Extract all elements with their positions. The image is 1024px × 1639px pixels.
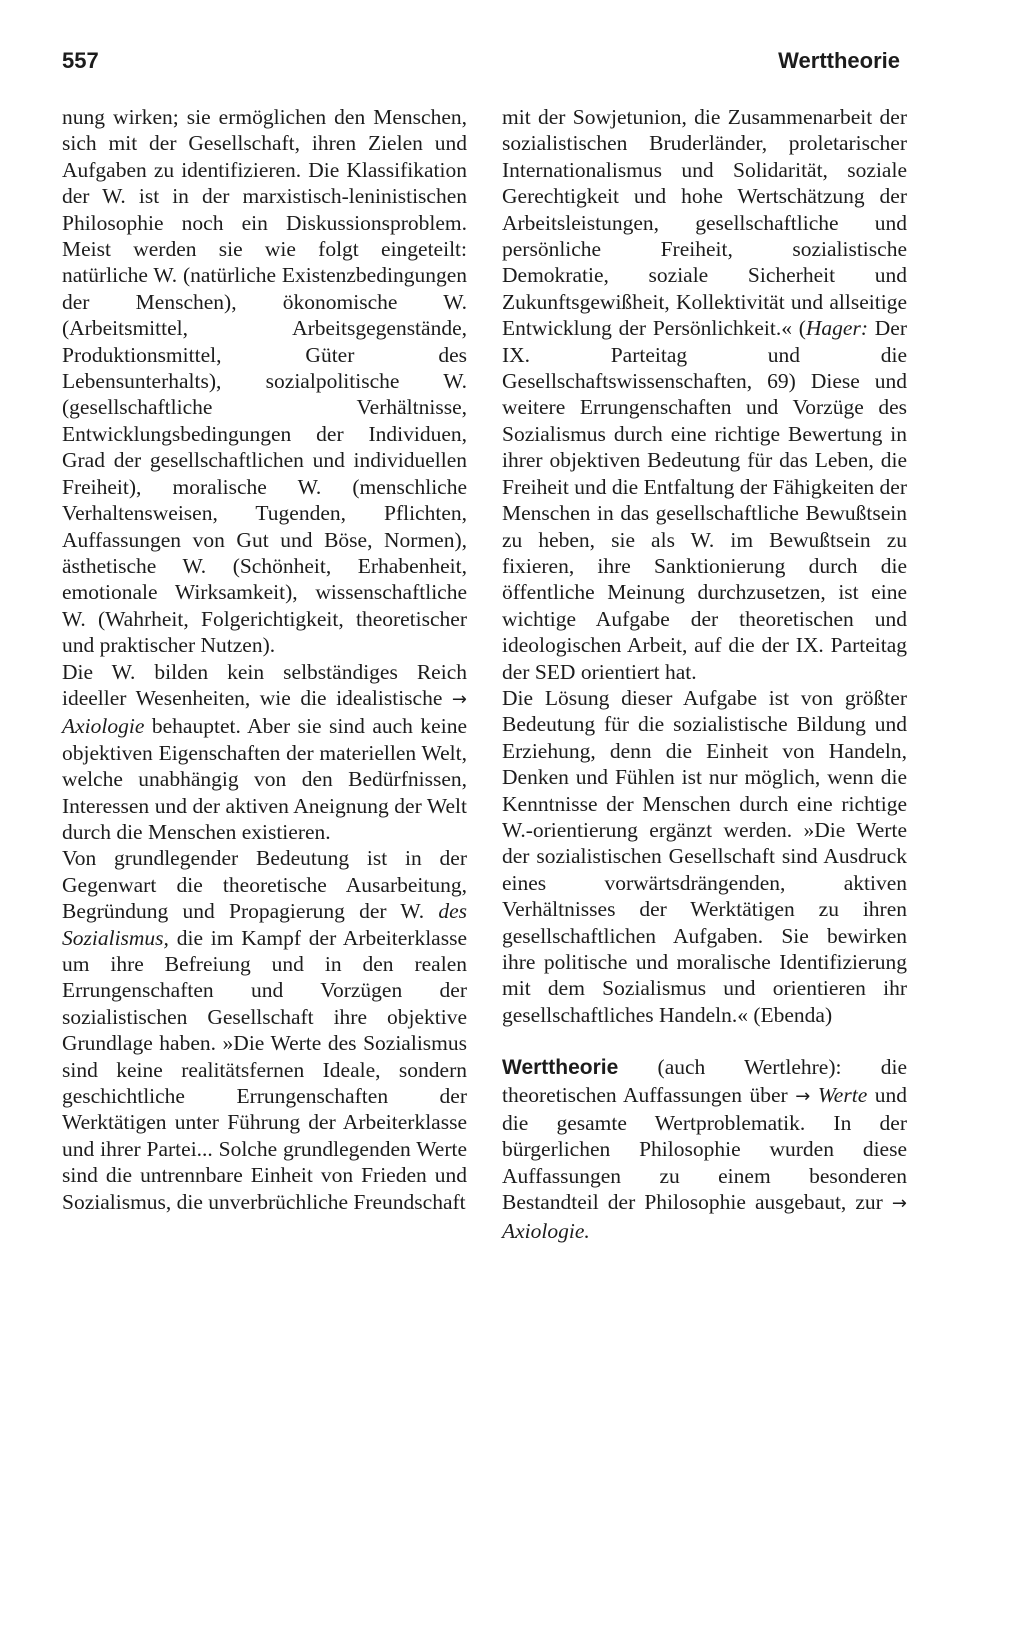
left-paragraph-1: nung wirken; sie ermöglichen den Menschen, sich mit der Gesellschaft, ihren Zielen und Aufgaben zu identifizieren. Die Klassifikation der W. ist in der marxistisch-leninistischen Philosophie noch ein Diskussionsproblem. Meist werden sie wie folgt eingeteilt: natürliche W. (natürliche Existenzbedingungen der Menschen), ökonomische W. (Arbeitsmittel, Arbeitsgegenstände, Produktionsmittel, Güter des Lebensunterhalts), sozialpolitische W. (gesellschaftliche Verhältnisse, Entwicklungsbedingungen der Individuen, Grad der gesellschaftlichen und individuellen Freiheit), moralische W. (menschliche Verhaltensweisen, Tugenden, Pflichten, Auffassungen von Gut und Böse, Normen), ästhetische W. (Schönheit, Erhabenheit, emotionale Wirksamkeit), wissenschaftliche W. (Wahrheit, Folgerichtigkeit, theoretischer und praktischer Nutzen). — [62, 105, 467, 658]
right-paragraph-2: Die Lösung dieser Aufgabe ist von größter Bedeutung für die sozialistische Bildung und Erziehung, denn die Einheit von Handeln, Denken und Fühlen ist nur möglich, wenn die Kenntnisse der Menschen durch eine richtige W.-orientierung ergänzt werden. »Die Werte der sozialistischen Gesellschaft sind Ausdruck eines vorwärtsdrängenden, aktiven Verhältnisses der Werktätigen zu ihren gesellschaftlichen Aufgaben. Sie bewirken ihre politische und moralische Identifizierung mit dem Sozialismus und orientieren ihr gesellschaftliches Handeln.« (Ebenda) — [502, 685, 907, 1027]
right-p1-text-after: Diese und weitere Errungenschaften und Vorzüge des Sozialismus durch eine richtige Bewertung in ihrer objektiven Bedeutung für das Leben, die Freiheit und die Entfaltung der Fähigkeiten der Menschen in das gesellschaftliche Bewußtsein zu heben, sie als W. im Bewußtsein zu fixieren, ihre Sanktionierung durch die öffentliche Meinung durchzusetzen, ist eine wichtige Aufgabe der theoretischen und ideologischen Arbeit, auf die der IX. Parteitag der SED orientiert hat. — [502, 369, 908, 684]
left-p3-text: Von grundlegender Bedeutung ist in der Gegenwart die theoretische Ausarbeitung, Begründung und Propagierung der W. — [62, 846, 467, 924]
citation-author: Hager: — [805, 316, 868, 341]
right-p1-text: mit der Sowjetunion, die Zusammenarbeit der sozialistischen Bruderländer, proletarischer Internationalismus und Solidarität, soziale Gerechtigkeit und hohe Wertschätzung der Arbeitsleistungen, gesellschaftliche und persönliche Freiheit, sozialistische Demokratie, soziale Sicherheit und Zukunftsgewißheit, Kollektivität und allseitige Entwicklung der Persönlichkeit.« ( — [502, 105, 907, 341]
entry-text-mid: und die gesamte Wertproblematik. In der bürgerlichen Philosophie wurden diese Auffassungen zu einem besonderen Bestandteil der Philosophie ausgebaut, zur — [502, 1082, 908, 1215]
left-p3-text-after: die im Kampf der Arbeiterklasse um ihre Befreiung und in den realen Errungenschaften und Vorzügen der sozialistischen Gesellschaft ihre objektive Grundlage haben. »Die Werte des Sozialismus sind keine realitätsfernen Ideale, sondern geschichtliche Errungenschaften der Werktätigen unter Führung der Arbeiterklasse und ihrer Partei... Solche grundlegenden Werte sind die untrennbare Einheit von Frieden und Sozialismus, die unverbrüchliche Freundschaft — [62, 925, 467, 1214]
citation-rest: Der IX. Parteitag und die Gesellschaftswissenschaften, 69) — [502, 316, 907, 394]
left-p2-text-after: behauptet. Aber sie sind auch keine objektiven Eigenschaften der materiellen Welt, welche unabhängig von den Bedürfnissen, Interessen und der aktiven Aneignung der Welt durch die Menschen existieren. — [62, 714, 467, 844]
left-paragraph-2 — [62, 659, 467, 846]
page-number: 557 — [62, 48, 99, 73]
cross-reference-arrow-icon: → — [891, 1193, 907, 1215]
cross-reference-axiologie[interactable]: Axiologie. — [502, 1218, 590, 1243]
dictionary-entry-werttheorie — [502, 1054, 907, 1244]
right-column — [502, 104, 907, 1244]
cross-reference-arrow-icon: → — [451, 688, 467, 710]
left-p3-italic: des Sozialismus, — [62, 899, 468, 950]
right-paragraph-1 — [502, 104, 907, 685]
cross-reference-axiologie[interactable]: Axiologie — [62, 714, 145, 739]
left-column — [62, 104, 467, 1215]
entry-keyword: Werttheorie — [502, 1056, 619, 1080]
left-p2-text: Die W. bilden kein selbständiges Reich ideeller Wesenheiten, wie die idealistische — [62, 659, 467, 710]
entry-text: (auch Wertlehre): die theoretischen Auffassungen über — [502, 1055, 907, 1107]
running-title: Werttheorie — [778, 48, 900, 73]
left-paragraph-3 — [62, 845, 467, 1215]
page-header — [62, 48, 900, 82]
cross-reference-werte[interactable]: Werte — [817, 1082, 868, 1107]
cross-reference-arrow-icon: → — [795, 1085, 811, 1107]
